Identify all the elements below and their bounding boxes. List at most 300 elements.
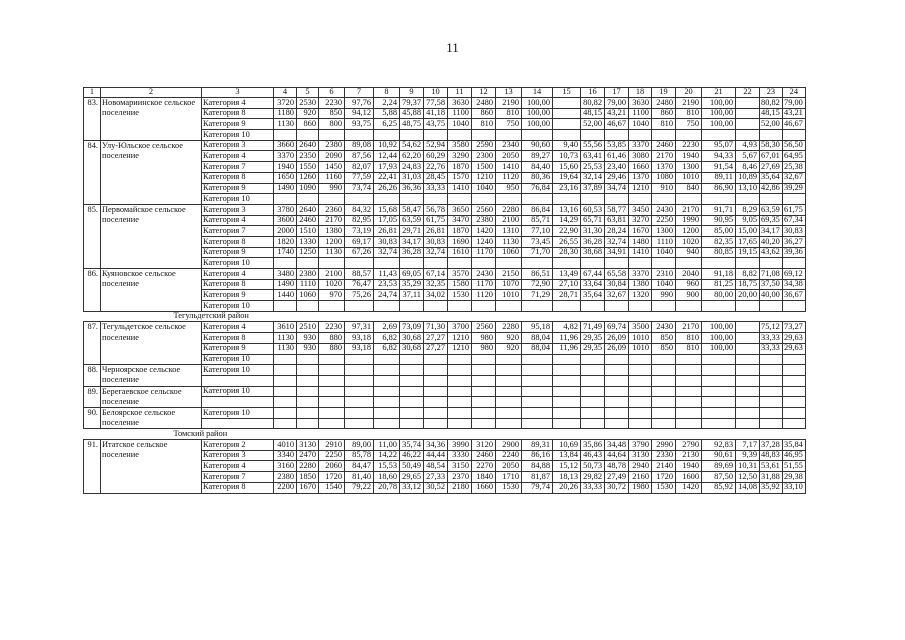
value-cell: 91,18 xyxy=(702,269,736,280)
value-cell: 17,05 xyxy=(374,215,400,226)
category-cell: Категория 9 xyxy=(202,290,274,301)
value-cell: 27,27 xyxy=(424,343,448,354)
value-cell: 1580 xyxy=(448,279,472,290)
row-number: 89. xyxy=(84,386,101,407)
value-cell: 26,26 xyxy=(374,183,400,194)
value-cell: 100,00 xyxy=(522,108,553,119)
value-cell: 43,75 xyxy=(424,119,448,130)
value-cell xyxy=(472,354,496,365)
value-cell xyxy=(702,418,736,429)
table-row xyxy=(84,386,806,397)
header-cell: 5 xyxy=(297,88,319,98)
value-cell: 1090 xyxy=(297,183,319,194)
value-cell: 100,00 xyxy=(702,333,736,344)
value-cell: 97,76 xyxy=(345,98,374,109)
value-cell: 89,00 xyxy=(345,440,374,451)
value-cell xyxy=(472,397,496,408)
value-cell: 37,50 xyxy=(760,279,783,290)
value-cell: 1550 xyxy=(297,162,319,173)
value-cell: 37,11 xyxy=(400,290,424,301)
value-cell: 100,00 xyxy=(522,119,553,130)
value-cell: 3470 xyxy=(448,215,472,226)
value-cell xyxy=(297,258,319,269)
value-cell xyxy=(605,418,629,429)
value-cell: 22,90 xyxy=(553,226,581,237)
value-cell: 61,46 xyxy=(605,151,629,162)
value-cell xyxy=(448,386,472,397)
value-cell: 11,96 xyxy=(553,333,581,344)
value-cell: 73,45 xyxy=(522,236,553,247)
value-cell: 1820 xyxy=(274,236,297,247)
value-cell: 3080 xyxy=(629,151,652,162)
value-cell: 10,31 xyxy=(736,461,760,472)
value-cell: 860 xyxy=(652,108,676,119)
value-cell xyxy=(736,408,760,419)
page-number: 11 xyxy=(446,40,459,55)
municipality-name: Берегаевское сельское поселение xyxy=(101,386,202,407)
value-cell: 1840 xyxy=(472,472,496,483)
value-cell: 1110 xyxy=(652,236,676,247)
value-cell: 9,40 xyxy=(553,140,581,151)
value-cell xyxy=(274,375,297,386)
value-cell: 23,16 xyxy=(553,183,581,194)
value-cell: 1130 xyxy=(274,343,297,354)
value-cell: 970 xyxy=(319,290,345,301)
value-cell: 37,89 xyxy=(581,183,605,194)
header-cell: 18 xyxy=(629,88,652,98)
value-cell xyxy=(424,194,448,205)
value-cell xyxy=(345,418,374,429)
value-cell: 850 xyxy=(319,108,345,119)
value-cell xyxy=(676,354,702,365)
value-cell: 15,00 xyxy=(736,226,760,237)
value-cell: 1610 xyxy=(448,247,472,258)
value-cell: 8,82 xyxy=(736,269,760,280)
category-cell: Категория 10 xyxy=(202,130,274,141)
value-cell: 71,30 xyxy=(424,322,448,333)
value-cell xyxy=(274,354,297,365)
category-cell: Категория 10 xyxy=(202,354,274,365)
value-cell: 30,52 xyxy=(424,482,448,493)
value-cell: 1240 xyxy=(472,236,496,247)
value-cell: 1060 xyxy=(496,247,522,258)
value-cell xyxy=(605,301,629,312)
value-cell: 34,74 xyxy=(605,183,629,194)
value-cell xyxy=(472,418,496,429)
value-cell: 1010 xyxy=(629,343,652,354)
value-cell: 11,00 xyxy=(374,440,400,451)
value-cell: 2240 xyxy=(496,450,522,461)
region-label: Тегульдетский район xyxy=(84,311,806,322)
value-cell: 2040 xyxy=(676,269,702,280)
value-cell: 71,08 xyxy=(760,269,783,280)
header-cell: 2 xyxy=(101,88,202,98)
value-cell xyxy=(676,375,702,386)
value-cell xyxy=(374,408,400,419)
value-cell xyxy=(652,418,676,429)
value-cell xyxy=(297,397,319,408)
value-cell xyxy=(374,258,400,269)
row-number: 85. xyxy=(84,204,101,268)
value-cell: 1170 xyxy=(472,247,496,258)
value-cell xyxy=(676,418,702,429)
value-cell xyxy=(702,365,736,376)
value-cell xyxy=(472,194,496,205)
value-cell: 56,78 xyxy=(424,204,448,215)
value-cell: 990 xyxy=(319,183,345,194)
value-cell: 1410 xyxy=(496,162,522,173)
value-cell: 56,50 xyxy=(782,140,805,151)
value-cell: 35,64 xyxy=(760,172,783,183)
value-cell: 3630 xyxy=(629,98,652,109)
value-cell: 2990 xyxy=(652,440,676,451)
value-cell xyxy=(345,408,374,419)
value-cell xyxy=(496,397,522,408)
value-cell: 77,58 xyxy=(424,98,448,109)
value-cell: 33,12 xyxy=(400,482,424,493)
value-cell xyxy=(736,119,760,130)
value-cell: 80,82 xyxy=(581,98,605,109)
value-cell: 22,41 xyxy=(374,172,400,183)
value-cell: 30,68 xyxy=(400,333,424,344)
value-cell xyxy=(522,375,553,386)
value-cell: 81,40 xyxy=(345,472,374,483)
value-cell: 35,64 xyxy=(581,290,605,301)
value-cell: 69,05 xyxy=(400,269,424,280)
value-cell: 3290 xyxy=(448,151,472,162)
value-cell: 1200 xyxy=(676,226,702,237)
value-cell: 79,00 xyxy=(782,98,805,109)
value-cell xyxy=(274,194,297,205)
value-cell: 3160 xyxy=(274,461,297,472)
value-cell xyxy=(702,130,736,141)
value-cell: 48,83 xyxy=(760,450,783,461)
value-cell: 15,53 xyxy=(374,461,400,472)
municipality-name: Белоярское сельское поселение xyxy=(101,408,202,429)
value-cell xyxy=(400,365,424,376)
value-cell: 2140 xyxy=(652,461,676,472)
value-cell: 2360 xyxy=(319,204,345,215)
category-cell: Категория 2 xyxy=(202,440,274,451)
value-cell xyxy=(736,333,760,344)
table-row xyxy=(84,204,806,215)
value-cell: 26,09 xyxy=(605,333,629,344)
category-cell: Категория 9 xyxy=(202,183,274,194)
value-cell: 2430 xyxy=(652,322,676,333)
value-cell: 2380 xyxy=(274,472,297,483)
value-cell: 93,75 xyxy=(345,119,374,130)
value-cell xyxy=(345,258,374,269)
value-cell xyxy=(629,397,652,408)
value-cell: 3370 xyxy=(629,140,652,151)
value-cell: 2470 xyxy=(297,450,319,461)
category-cell xyxy=(202,397,274,408)
value-cell: 87,56 xyxy=(345,151,374,162)
value-cell: 80,00 xyxy=(702,290,736,301)
value-cell: 1600 xyxy=(676,472,702,483)
value-cell: 48,15 xyxy=(581,108,605,119)
value-cell: 12,50 xyxy=(736,472,760,483)
region-row xyxy=(84,429,806,440)
value-cell: 35,84 xyxy=(782,440,805,451)
value-cell xyxy=(652,258,676,269)
value-cell xyxy=(319,301,345,312)
value-cell: 18,13 xyxy=(553,472,581,483)
value-cell: 86,51 xyxy=(522,269,553,280)
value-cell: 29,38 xyxy=(782,472,805,483)
category-cell: Категория 8 xyxy=(202,279,274,290)
value-cell: 1410 xyxy=(629,247,652,258)
value-cell xyxy=(472,375,496,386)
value-cell xyxy=(629,258,652,269)
value-cell: 2230 xyxy=(676,140,702,151)
value-cell: 1940 xyxy=(676,461,702,472)
value-cell: 11,43 xyxy=(374,269,400,280)
value-cell: 26,55 xyxy=(553,236,581,247)
value-cell xyxy=(702,354,736,365)
value-cell: 63,59 xyxy=(760,204,783,215)
value-cell: 810 xyxy=(676,333,702,344)
value-cell: 13,16 xyxy=(553,204,581,215)
region-row xyxy=(84,311,806,322)
value-cell: 1670 xyxy=(297,482,319,493)
header-cell: 12 xyxy=(472,88,496,98)
value-cell: 3600 xyxy=(274,215,297,226)
value-cell: 36,28 xyxy=(400,247,424,258)
value-cell: 2900 xyxy=(496,440,522,451)
municipality-name: Итатское сельское поселение xyxy=(101,440,202,493)
value-cell: 6,82 xyxy=(374,343,400,354)
value-cell: 910 xyxy=(652,183,676,194)
value-cell: 3330 xyxy=(448,450,472,461)
value-cell: 2200 xyxy=(274,482,297,493)
value-cell: 29,71 xyxy=(400,226,424,237)
value-cell: 27,49 xyxy=(605,472,629,483)
value-cell: 13,84 xyxy=(553,450,581,461)
value-cell xyxy=(472,408,496,419)
value-cell: 80,85 xyxy=(702,247,736,258)
value-cell: 980 xyxy=(472,333,496,344)
value-cell: 980 xyxy=(472,343,496,354)
value-cell xyxy=(274,418,297,429)
value-cell xyxy=(400,397,424,408)
value-cell xyxy=(652,354,676,365)
value-cell: 46,22 xyxy=(400,450,424,461)
value-cell xyxy=(760,408,783,419)
value-cell: 3990 xyxy=(448,440,472,451)
value-cell: 45,88 xyxy=(400,108,424,119)
value-cell: 41,18 xyxy=(424,108,448,119)
value-cell: 17,93 xyxy=(374,162,400,173)
value-cell xyxy=(782,375,805,386)
value-cell xyxy=(760,258,783,269)
value-cell: 2590 xyxy=(472,140,496,151)
value-cell: 1130 xyxy=(319,247,345,258)
value-cell: 14,29 xyxy=(553,215,581,226)
value-cell: 52,00 xyxy=(760,119,783,130)
value-cell xyxy=(319,418,345,429)
value-cell: 44,44 xyxy=(424,450,448,461)
value-cell xyxy=(374,301,400,312)
header-cell: 21 xyxy=(702,88,736,98)
value-cell: 30,84 xyxy=(605,279,629,290)
category-cell: Категория 9 xyxy=(202,343,274,354)
value-cell xyxy=(736,386,760,397)
value-cell: 900 xyxy=(676,290,702,301)
value-cell: 30,72 xyxy=(605,482,629,493)
value-cell: 2100 xyxy=(496,215,522,226)
value-cell xyxy=(522,354,553,365)
value-cell: 89,27 xyxy=(522,151,553,162)
table-row xyxy=(84,408,806,419)
value-cell: 34,48 xyxy=(605,440,629,451)
value-cell: 71,29 xyxy=(522,290,553,301)
value-cell: 80,36 xyxy=(522,172,553,183)
value-cell: 1530 xyxy=(496,482,522,493)
row-number: 88. xyxy=(84,365,101,386)
header-cell: 22 xyxy=(736,88,760,98)
value-cell xyxy=(424,397,448,408)
value-cell xyxy=(297,386,319,397)
value-cell: 31,88 xyxy=(760,472,783,483)
value-cell xyxy=(553,130,581,141)
category-cell: Категория 4 xyxy=(202,98,274,109)
value-cell xyxy=(760,365,783,376)
value-cell xyxy=(553,365,581,376)
value-cell: 27,33 xyxy=(424,472,448,483)
value-cell: 73,74 xyxy=(345,183,374,194)
value-cell: 2910 xyxy=(319,440,345,451)
value-cell: 46,43 xyxy=(581,450,605,461)
value-cell xyxy=(448,354,472,365)
value-cell xyxy=(629,354,652,365)
value-cell xyxy=(676,408,702,419)
value-cell: 67,26 xyxy=(345,247,374,258)
value-cell: 10,73 xyxy=(553,151,581,162)
category-cell: Категория 3 xyxy=(202,450,274,461)
value-cell: 2940 xyxy=(629,461,652,472)
value-cell: 71,70 xyxy=(522,247,553,258)
value-cell xyxy=(553,194,581,205)
value-cell xyxy=(553,98,581,109)
value-cell xyxy=(652,130,676,141)
value-cell: 84,88 xyxy=(522,461,553,472)
value-cell xyxy=(522,258,553,269)
value-cell: 33,33 xyxy=(760,333,783,344)
value-cell: 1850 xyxy=(297,472,319,483)
value-cell xyxy=(345,397,374,408)
value-cell: 1020 xyxy=(319,279,345,290)
value-cell: 35,86 xyxy=(581,440,605,451)
value-cell: 94,12 xyxy=(345,108,374,119)
value-cell: 29,63 xyxy=(782,333,805,344)
value-cell: 1940 xyxy=(676,151,702,162)
value-cell: 28,30 xyxy=(553,247,581,258)
value-cell xyxy=(424,418,448,429)
value-cell: 69,17 xyxy=(345,236,374,247)
value-cell xyxy=(702,397,736,408)
value-cell: 35,29 xyxy=(400,279,424,290)
header-cell: 24 xyxy=(782,88,805,98)
municipality-name: Куяновское сельское поселение xyxy=(101,269,202,312)
value-cell xyxy=(605,408,629,419)
header-cell: 7 xyxy=(345,88,374,98)
value-cell: 1370 xyxy=(629,172,652,183)
value-cell: 3790 xyxy=(629,440,652,451)
value-cell: 52,94 xyxy=(424,140,448,151)
category-cell: Категория 8 xyxy=(202,172,274,183)
value-cell: 36,27 xyxy=(782,236,805,247)
value-cell: 1200 xyxy=(319,236,345,247)
header-cell: 19 xyxy=(652,88,676,98)
value-cell xyxy=(319,194,345,205)
value-cell: 2270 xyxy=(472,461,496,472)
value-cell xyxy=(553,397,581,408)
value-cell xyxy=(736,258,760,269)
value-cell: 51,55 xyxy=(782,461,805,472)
value-cell: 24,74 xyxy=(374,290,400,301)
value-cell: 1720 xyxy=(652,472,676,483)
value-cell: 2530 xyxy=(297,98,319,109)
value-cell: 93,18 xyxy=(345,343,374,354)
value-cell: 3660 xyxy=(274,140,297,151)
value-cell xyxy=(782,418,805,429)
value-cell: 50,49 xyxy=(400,461,424,472)
header-cell: 10 xyxy=(424,88,448,98)
value-cell: 1300 xyxy=(652,226,676,237)
value-cell: 2190 xyxy=(496,98,522,109)
value-cell: 1380 xyxy=(629,279,652,290)
value-cell: 1040 xyxy=(652,247,676,258)
value-cell: 1380 xyxy=(319,226,345,237)
value-cell xyxy=(782,130,805,141)
value-cell: 100,00 xyxy=(522,98,553,109)
value-cell: 1990 xyxy=(676,215,702,226)
value-cell: 1180 xyxy=(274,108,297,119)
value-cell: 1100 xyxy=(629,108,652,119)
category-cell: Категория 3 xyxy=(202,140,274,151)
value-cell: 85,78 xyxy=(345,450,374,461)
value-cell xyxy=(676,397,702,408)
value-cell: 40,20 xyxy=(760,236,783,247)
value-cell: 76,47 xyxy=(345,279,374,290)
value-cell: 73,19 xyxy=(345,226,374,237)
value-cell: 89,08 xyxy=(345,140,374,151)
value-cell: 2460 xyxy=(297,215,319,226)
value-cell xyxy=(297,194,319,205)
value-cell xyxy=(652,375,676,386)
category-cell: Категория 4 xyxy=(202,269,274,280)
value-cell: 2430 xyxy=(472,269,496,280)
value-cell: 36,28 xyxy=(581,236,605,247)
value-cell: 97,31 xyxy=(345,322,374,333)
value-cell: 67,34 xyxy=(782,215,805,226)
value-cell xyxy=(374,194,400,205)
value-cell xyxy=(760,194,783,205)
value-cell: 95,18 xyxy=(522,322,553,333)
value-cell: 1130 xyxy=(274,119,297,130)
value-cell: 32,67 xyxy=(782,172,805,183)
value-cell xyxy=(345,365,374,376)
value-cell: 33,33 xyxy=(581,482,605,493)
value-cell xyxy=(629,130,652,141)
value-cell xyxy=(760,130,783,141)
value-cell: 920 xyxy=(496,343,522,354)
value-cell xyxy=(581,408,605,419)
value-cell xyxy=(652,408,676,419)
value-cell: 840 xyxy=(676,183,702,194)
value-cell: 2050 xyxy=(496,151,522,162)
